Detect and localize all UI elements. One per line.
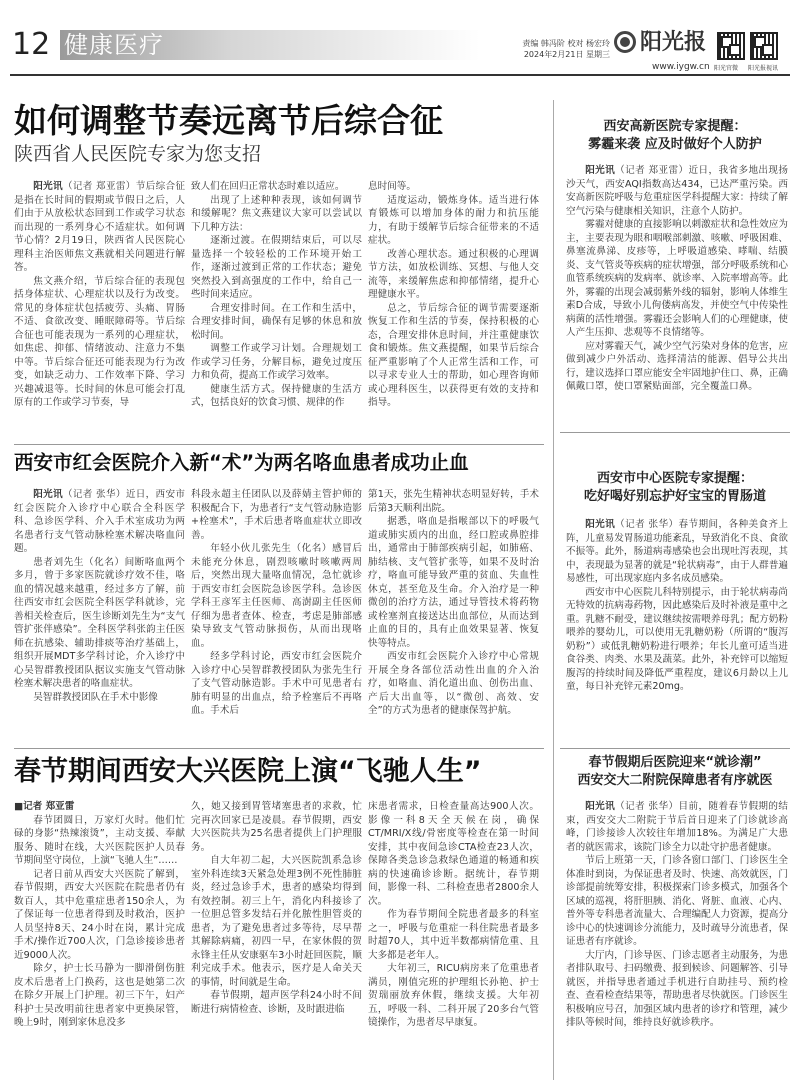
paragraph: 近日，西安市红会医院介入诊疗中心联合全科医学科、急诊医学科、介入手术室成功为两名患者行支气管动脉栓塞术解决咯血问题。 bbox=[14, 489, 185, 554]
paragraph: 应对雾霾天气，减少空气污染对身体的危害，应做到减少户外活动、选择清洁的能源、倡导公共出行，建议选择口罩应能安全牢固地护住口、鼻，正确佩戴口罩，使口罩紧贴面部，完全覆盖口鼻。 bbox=[566, 340, 788, 392]
article1-subhead: 陕西省人民医院专家为您支招 bbox=[14, 143, 262, 165]
paragraph: 除夕，护士长马静为一脚滑倒伤脏皮术后患者上门换药，这也是她第二次在除夕开展上门护理。初三下午，妇产科护士吴改明前往患者家中更换尿管，晚上9时，刚到家休息没多 bbox=[14, 963, 185, 1028]
paragraph: 吴智群教授团队在手术中影像 bbox=[33, 691, 158, 703]
paragraph: 节后上班第一天，门诊各窗口部门、门诊医生全体准时到岗，为保证患者及时、快速、高效就医，门诊部提前统筹安排，积极探索门诊多模式，加强各个区域的巡视，将肝胆胰、消化、肾脏、血液、心内、普外等专科患者流量大、合理编配人力资源，提高分诊中心的快速调诊分流能力，及时疏导分流患者，保证患者有序就诊。 bbox=[566, 855, 788, 947]
newspaper-logo bbox=[614, 28, 714, 56]
divider bbox=[14, 444, 544, 445]
article1-headline: 如何调整节奏远离节后综合征 bbox=[14, 101, 443, 140]
paragraph: 西安市中心医院儿科特别提示，由于轮状病毒尚无特效的抗病毒药物，因此感染后及时补液是重中之重。乳糖不耐受，建议继续按需喂养母乳；配方奶粉喂养的婴幼儿，可以使用无乳糖奶粉（所谓的“腹泻奶粉”）或低乳糖奶粉进行喂养；年长儿童可适当进食谷类、肉类、水果及蔬菜。此外，补充锌可以缩短腹泻的持续时间及降低严重程度，建议6月龄以上儿童，每日补充锌元素20mg。 bbox=[566, 586, 788, 692]
top-rule bbox=[10, 74, 790, 76]
article2-headline: 西安市红会医院介入新“术”为两名咯血患者成功止血 bbox=[14, 451, 469, 474]
masthead bbox=[0, 0, 800, 70]
side1-body bbox=[566, 164, 788, 426]
paragraph: 调整工作或学习计划。合理规划工作或学习任务，分解目标，避免过度压力和负荷，提高工作或学习效率。 bbox=[191, 343, 362, 381]
title-line: 西安高新医院专家提醒： bbox=[603, 119, 747, 134]
divider bbox=[560, 748, 790, 749]
paragraph: 总之，节后综合征的调节需要逐渐恢复工作和生活的节奏，保持积极的心态，合理安排休息时间，并注重健康饮食和锻炼。焦文燕提醒，如果节后综合征严重影响了个人正常生活和工作，可以寻求专业人士的帮助，如心理咨询师或心理科医生，以获得更有效的支持和指导。 bbox=[368, 302, 539, 408]
title-line: 春节假期后医院迎来“就诊潮” bbox=[588, 755, 762, 770]
paragraph: 科段永超主任团队以及薛婧主管护师的积极配合下，为患者行“支气管动脉造影+栓塞术”，手术后患者咯血症状立即改善。 bbox=[191, 489, 362, 541]
paragraph: 西安市红会医院介入诊疗中心常规开展全身各部位活动性出血的介入治疗，如咯血、消化道出血、创伤出血、产后大出血等，以“微创、高效、安全”的方式为患者的健康保驾护航。 bbox=[368, 651, 539, 716]
dateline: 阳光讯 bbox=[585, 165, 616, 176]
byline: ■记者 郑亚雷 bbox=[14, 801, 75, 812]
paragraph: 节后综合征是指在长时间的假期或节假日之后，人们由于从放松状态回到工作或学习状态而出现的一系列身心不适症状。如何调节心情？2月19日，陕西省人民医院心理科主治医师焦文燕就相关问题进行解答。 bbox=[14, 181, 185, 273]
side3-body bbox=[566, 800, 788, 1080]
paragraph: 焦文燕介绍，节后综合征的表现包括身体症状、心理症状以及行为改变。常见的身体症状包括疲劳、头痛、胃肠不适、食欲改变、睡眠障碍等。节后综合征也可能表现为一系列的心理症状，如焦虑、抑郁、情绪波动、注意力不集中等。节后综合征还可能表现为行为改变，如缺乏动力、工作效率下降、学习兴趣减退等。长时间的休息可能会打乱原有的工作或学习节奏，导 bbox=[14, 275, 185, 408]
paragraph: 近日，我省多地出现扬沙天气，西安AQI指数高达434，已达严重污染。西安高新医院呼吸与危重症医学科提醒大家：持续了解空气污染与健康相关知识，注意个人防护。 bbox=[566, 165, 788, 217]
paragraph: 春节团圆日，万家灯火时。他们忙碌的身影“热辣滚烫”，主动支援、奉献服务、随时在线，大兴医院医护人员春节期间坚守岗位，上演“飞驰人生”…… bbox=[14, 814, 185, 866]
issue-date: 2024年2月21日 星期三 bbox=[523, 50, 610, 59]
dateline: 阳光讯 bbox=[33, 489, 63, 500]
article3-column-3 bbox=[368, 800, 539, 1080]
paragraph: 目前，随着春节假期的结束，西安交大二附院于节后首日迎来了门诊就诊高峰，门诊接诊人次较往年增加18%。为满足广大患者的就医需求，该院门诊全力以赴守护患者健康。 bbox=[566, 801, 788, 853]
paragraph: 自大年初二起，大兴医院凯系急诊室外科连续3天紧急处理3例不死性肺脏炎，经过急诊手术，患者的感染均得到有效控制。初三上午，消化内科接诊了一位胆总管多发结石并化脓性胆管炎的患者，为了避免患者过多等待，尽早帮其解除病痛，初四一早，在家休假的贺永锋主任从安康驱车3小时赶回医院，顺利完成手术。他表示，医疗是人命关天的事情，时间就是生命。 bbox=[191, 855, 362, 988]
byline: （记者 郑亚雷） bbox=[615, 165, 689, 176]
paragraph: 适度运动，锻炼身体。适当进行体育锻炼可以增加身体的耐力和抗压能力，有助于缓解节后综合征带来的不适症状。 bbox=[368, 194, 539, 246]
paragraph: 记者日前从西安大兴医院了解到，春节假期，西安大兴医院在院患者仍有数百人，其中危重症患者150余人，为了保证每一位患者得到及时救治，医护人员坚持8天、24小时在岗，累计完成手术/操作近700人次，门急诊接诊患者近9000人次。 bbox=[14, 868, 185, 961]
paragraph: 健康生活方式。保持健康的生活方式，包括良好的饮食习惯、规律的作 bbox=[191, 383, 362, 408]
paragraph: 致人们在回归正常状态时难以适应。 bbox=[191, 181, 345, 192]
paragraph: 大厅内，门诊导医、门诊志愿者主动服务，为患者排队取号、扫码缴费、报到候诊、问题解答、引导就医，并指导患者通过手机进行自助挂号、预约检查、查看检查结果等，帮助患者尽快就医。门诊医生积极响应号召，加强区域内患者的诊疗和管理，减少排队等候时间，维持良好就诊秩序。 bbox=[566, 949, 788, 1028]
paragraph: 出现了上述种种表现，该如何调节和缓解呢？焦文燕建议大家可以尝试以下几种方法： bbox=[191, 194, 362, 233]
paragraph: 年轻小伙儿张先生（化名）感冒后未能充分休息，剧烈咳嗽时咳嗽两周后，突然出现大量咯血情况，急忙就诊于西安市红会医院急诊医学科。急诊医学科王彦军主任医师、高澍副主任医师仔细为患者查体、检查，考虑是肺部感染导致支气管动脉损伤，从而出现咯血。 bbox=[191, 543, 362, 649]
dateline: 阳光讯 bbox=[585, 801, 616, 812]
section-banner bbox=[60, 30, 480, 60]
divider bbox=[14, 748, 544, 749]
article1-column-1 bbox=[14, 180, 185, 448]
article3-column-2 bbox=[191, 800, 362, 1080]
logo-text: 阳光报 bbox=[640, 29, 707, 55]
qr-code-icon bbox=[750, 32, 778, 60]
title-line: 吃好喝好别忘护好宝宝的胃肠道 bbox=[583, 489, 766, 504]
paragraph: 息时间等。 bbox=[368, 181, 416, 192]
paragraph: 大年初三，RICU病房来了危重患者满员，刚值完班的护理组长孙艳、护士贺瑞丽放弃休假，继续支援。大年初五，呼吸一科、二科开展了20多台气管镜操作，为患者尽早康复。 bbox=[368, 963, 539, 1028]
paragraph: 据悉，咯血是指喉部以下的呼吸气道或肺实质内的出血，经口腔或鼻腔排出，通常由于肺部疾病引起，如肺癌、肺结核、支气管扩张等，如果不及时治疗，咯血可能导致严重的贫血、失血性休克，甚至危及生命。介入治疗是一种微创的治疗方法，通过导管技术将药物或栓塞剂直接送达出血部位，从而达到止血的目的，具有止血效果显著、恢复快等特点。 bbox=[368, 516, 539, 649]
byline: （记者 张华） bbox=[62, 489, 126, 500]
title-line: 雾霾来袭 应及时做好个人防护 bbox=[588, 137, 762, 152]
side1-title bbox=[560, 118, 790, 154]
editor-credits: 责编 韩冯阶 校对 杨宏玲 bbox=[522, 39, 610, 48]
dateline: 阳光讯 bbox=[585, 519, 616, 530]
article1-column-2 bbox=[191, 180, 362, 448]
article2-column-2 bbox=[191, 488, 362, 746]
section-title: 健康医疗 bbox=[64, 31, 164, 59]
article3-column-1 bbox=[14, 800, 185, 1080]
article3-headline: 春节期间西安大兴医院上演“飞驰人生” bbox=[14, 756, 482, 787]
page-number: 12 bbox=[12, 27, 51, 62]
side2-body bbox=[566, 518, 788, 742]
divider bbox=[560, 432, 790, 433]
qr-code-icon bbox=[717, 32, 745, 60]
dateline: 阳光讯 bbox=[33, 181, 63, 192]
paragraph: 合理安排时间。在工作和生活中，合理安排时间，确保有足够的休息和放松时间。 bbox=[191, 302, 362, 341]
byline: （记者 张华） bbox=[615, 801, 679, 812]
paragraph: 患者刘先生（化名）间断咯血两个多月，曾于多家医院就诊疗效不佳，咯血的情况越来越重，经过多方了解，前往西安市红会医院全科医学科就诊，完善相关检查后，医生诊断刘先生为“支气管扩张伴感染”。全科医学科张韵主任医师在抗感染、辅助排痰等治疗基础上，组织开展MDT多学科讨论，介入诊疗中心吴智群教授团队据议实施支气管动脉栓塞术解决患者的咯血症状。 bbox=[14, 556, 185, 689]
article2-column-3 bbox=[368, 488, 539, 746]
site-url[interactable]: www.iygw.cn bbox=[652, 62, 710, 72]
paragraph: 逐渐过渡。在假期结束后，可以尽量选择一个较轻松的工作环境开始工作，逐渐过渡到正常的工作状态；避免突然投入到高强度的工作中，给自己一些时间来适应。 bbox=[191, 235, 362, 300]
paragraph: 雾霾对健康的直接影响以刺激症状和急性效应为主，主要表现为眼和咽喉部刺激、咳嗽、呼吸困难、鼻塞流鼻涕、皮疹等，上呼吸道感染、哮喘、结膜炎、支气管炎等疾病的症状增强，部分呼吸系统和心血管系统疾病的发病率、就诊率、入院率增高等。此外，雾霾的出现会减弱紫外线的辐射，影响人体维生素D合成，导致小儿佝偻病高发，并使空气中传染性病菌的活性增强。雾霾还会影响人们的心理健康，使人产生压抑、悲观等不良情绪等。 bbox=[566, 219, 788, 338]
byline: （记者 郑亚雷） bbox=[62, 181, 136, 192]
edition-credits bbox=[498, 38, 610, 60]
paragraph: 久，她又接到胃管堵塞患者的求救，忙完再次回家已是凌晨。春节假期，西安大兴医院共为25名患者提供上门护理服务。 bbox=[191, 801, 362, 853]
paragraph: 第1天，张先生精神状态明显好转，手术后第3天顺利出院。 bbox=[368, 489, 539, 514]
paragraph: 春节期间，各种美食齐上阵，儿童易发胃肠道功能紊乱，导致消化不良、食欲不振等。此外，肠道病毒感染也会出现吐泻表现，其中，表现最为显著的就是“轮状病毒”，由于人群普遍易感性，可出现家庭内多名成员感染。 bbox=[566, 519, 788, 584]
article2-column-1 bbox=[14, 488, 185, 746]
article1-column-3 bbox=[368, 180, 539, 448]
sidebar-divider bbox=[553, 100, 554, 1080]
paragraph: 床患者需求，日检查量高达900人次。影像一科8天全天候在岗，确保CT/MRI/X线/骨密度等检查在第一时间安排，其中夜间急诊CTA检查23人次，保障各类急诊急救绿色通道的畅通和疾病的快速确诊诊断。据统计，春节期间，影像一科、二科检查患者2800余人次。 bbox=[368, 801, 539, 907]
title-line: 西安市中心医院专家提醒： bbox=[596, 471, 753, 486]
side2-title bbox=[560, 470, 790, 506]
side3-title bbox=[560, 754, 790, 790]
paragraph: 经多学科讨论，西安市红会医院介入诊疗中心吴智群教授团队为张先生行了支气管动脉造影。手术中可见患者右肺有明显的出血点，给予栓塞后不再咯血。手术后 bbox=[191, 651, 362, 716]
paragraph: 春节假期，超声医学科24小时不间断进行病情检查、诊断，及时跟进临 bbox=[191, 990, 362, 1015]
qr-caption: 阳光报视讯 bbox=[748, 65, 779, 72]
logo-sun-icon bbox=[614, 31, 636, 53]
byline: （记者 张华） bbox=[615, 519, 679, 530]
qr-caption: 阳光官微 bbox=[714, 65, 739, 72]
title-line: 西安交大二附院保障患者有序就医 bbox=[577, 773, 773, 788]
paragraph: 作为春节期间全院患者最多的科室之一，呼吸与危重症一科住院患者最多时超70人，其中近半数都病情危重、且大多都是老年人。 bbox=[368, 909, 539, 961]
paragraph: 改善心理状态。通过积极的心理调节方法，如放松训练、冥想、与他人交流等，来缓解焦虑和抑郁情绪，提升心理健康水平。 bbox=[368, 248, 539, 300]
